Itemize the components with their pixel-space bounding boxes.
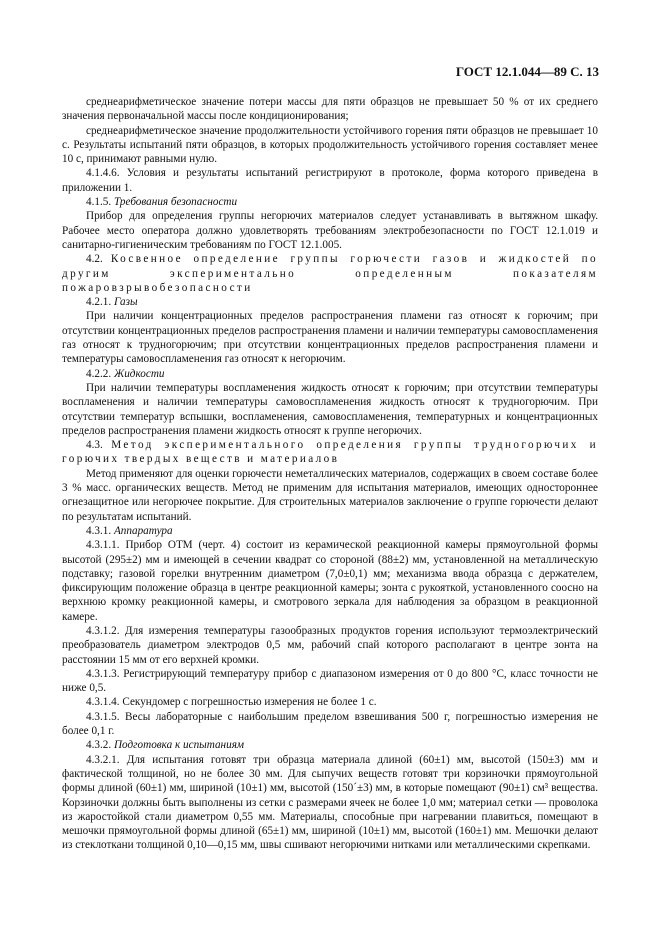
section-heading xyxy=(62,738,598,752)
section-number: 4.3. xyxy=(86,439,103,452)
section-number: 4.2.2. xyxy=(86,367,112,380)
paragraph: 4.3.1.4. Секундомер с погрешностью измерения не более 1 с. xyxy=(86,696,377,709)
paragraph: среднеарифметическое значение потери массы для пяти образцов не превышает 50 % от их среднего значения первоначальной массы после кондиционирования; xyxy=(62,96,598,123)
paragraph: Метод применяют для оценки горючести неметаллических материалов, содержащих в своем составе более 3 % масс. органических веществ. Метод не применим для испытания материалов, имеющих одностороннее огнезащитное или негорючее покрытие. Для строительных материалов заключение о группе горючести делают по результатам испытаний. xyxy=(62,467,598,523)
section-title: Аппаратура xyxy=(113,524,173,537)
paragraph: 4.3.2.1. Для испытания готовят три образца материала длиной (60±1) мм, высотой (150±3) мм и фактической толщиной, но не более 30 мм. Для сыпучих веществ готовят три корзиночки прямоугольной формы длиной (60±1) мм, шириной (10±1) мм, высотой (150´±3) мм, в которые помещают (90±1) см³ вещества. Корзиночки должны быть выполнены из сетки с размерами ячеек не более 1,0 мм; материал сетки — проволока из жаростойкой стали диаметром 0,55 мм. Материалы, способные при нагревании плавиться, помещают в мешочки прямоугольной формы длиной (65±1) мм, шириной (10±1) мм, высотой (160±1) мм. Мешочки делают из стеклоткани толщиной 0,10—0,15 мм, швы сшивают негорючими нитками или металлическими скрепками. xyxy=(62,753,598,852)
section-title: Метод экспериментального определения группы трудногорючих и горючих твердых веществ и материалов xyxy=(62,439,598,466)
paragraph: 4.3.1.1. Прибор ОТМ (черт. 4) состоит из керамической реакционной камеры прямоугольной формы высотой (295±2) мм и имеющей в сечении квадрат со стороной (88±2) мм, установленной на металлическую подставку; газовой горелки внутренним диаметром (7,0±0,1) мм; механизма ввода образца с держателем, фиксирующим положение образца в центре реакционной камеры; зонта с рукояткой, установленного соосно на верхнюю кромку реакционной камеры, и смотрового зеркала для наблюдения за образцом в реакционной камере. xyxy=(62,539,598,623)
paragraph: среднеарифметическое значение продолжительности устойчивого горения пяти образцов не превышает 10 с. Результаты испытаний пяти образцов, в которых продолжительность устойчивого горения составляет менее 10 с, принимают равными нулю. xyxy=(62,124,598,166)
section-number: 4.3.1. xyxy=(86,524,112,537)
section-title: Требования безопасности xyxy=(113,196,238,209)
page-header: ГОСТ 12.1.044—89 С. 13 xyxy=(455,64,599,79)
section-heading xyxy=(62,524,598,538)
section-heading xyxy=(62,252,598,295)
section-title: Газы xyxy=(113,296,138,309)
paragraph: 4.1.4.6. Условия и результаты испытаний регистрируют в протоколе, форма которого приведена в приложении 1. xyxy=(62,167,598,194)
paragraph: 4.3.1.5. Весы лабораторные с наибольшим пределом взвешивания 500 г, погрешностью измерения не более 0,1 г. xyxy=(62,710,598,738)
section-title: Косвенное определение группы горючести газов и жидкостей по другим экспериментально определенным показателям пожаровзрывобезопасности xyxy=(62,253,599,294)
section-heading xyxy=(62,438,598,467)
section-title: Жидкости xyxy=(113,367,165,380)
paragraph: 4.3.1.3. Регистрирующий температуру прибор с диапазоном измерения от 0 до 800 °С, класс точности не ниже 0,5. xyxy=(62,667,598,695)
section-heading xyxy=(62,295,598,309)
paragraph: Прибор для определения группы негорючих материалов следует устанавливать в вытяжном шкафу. Рабочее место оператора должно удовлетворять требованиям электробезопасности по ГОСТ 12.1.019 и санитарно-гигиеническим требованиям по ГОСТ 12.1.005. xyxy=(62,210,598,251)
section-title: Подготовка к испытаниям xyxy=(113,739,245,752)
paragraph: 4.3.1.2. Для измерения температуры газообразных продуктов горения используют термоэлектрический преобразователь диаметром электродов 0,5 мм, рабочий спай которого располагают в центре зонта на расстоянии 15 мм от его верхней кромки. xyxy=(62,624,598,666)
section-heading xyxy=(62,195,598,209)
section-heading xyxy=(62,367,598,381)
section-number: 4.1.5. xyxy=(86,196,112,209)
section-number: 4.2.1. xyxy=(86,296,112,309)
paragraph: При наличии концентрационных пределов распространения пламени газ относят к горючим; при отсутствии концентрационных пределов распространения пламени и наличии температуры самовоспламенения газ относят к трудногорючим; при отсутствии концентрационных пределов распространения пламени и температуры самовоспламенения газ относят к негорючим. xyxy=(62,310,598,366)
section-number: 4.2. xyxy=(86,253,103,266)
document-body xyxy=(62,95,598,853)
paragraph: При наличии температуры воспламенения жидкость относят к горючим; при отсутствии температуры воспламенения и наличии температуры самовоспламенения жидкость относят к трудногорючим. При отсутствии температур вспышки, воспламенения, самовоспламенения, температурных и концентрационных пределов распространения пламени жидкость относят к группе негорючих. xyxy=(62,381,598,437)
section-number: 4.3.2. xyxy=(86,739,112,752)
